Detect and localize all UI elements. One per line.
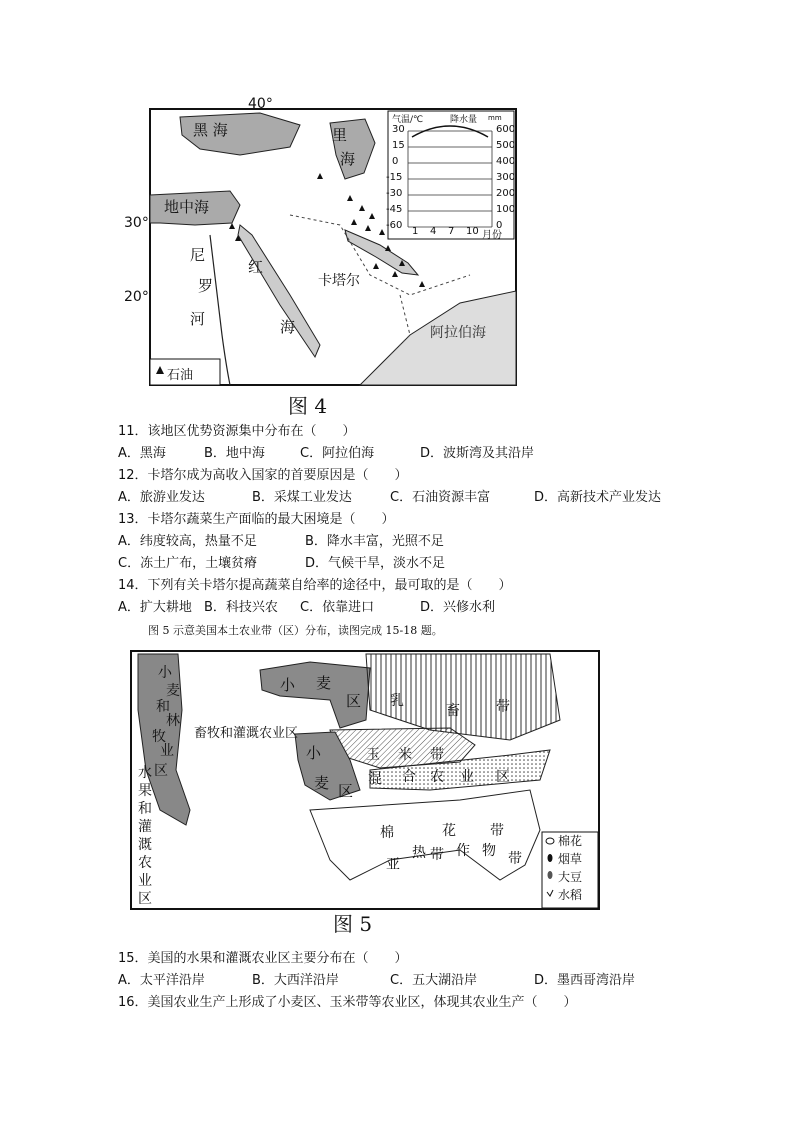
answer-option: B．采煤工业发达 xyxy=(252,490,352,505)
pacific_veg-label: 小 xyxy=(158,665,172,681)
fruit-label: 业 xyxy=(138,873,152,889)
precip-tick: 0 xyxy=(496,220,503,231)
answer-option: A．旅游业发达 xyxy=(118,490,205,505)
answer-option: C．依靠进口 xyxy=(300,600,375,615)
wheat_south-label: 小 xyxy=(306,744,322,762)
fruit-label: 水 xyxy=(138,765,152,781)
black-sea-label: 黑 海 xyxy=(193,121,228,139)
red-sea-label-2: 海 xyxy=(280,318,296,336)
nile-label-2: 罗 xyxy=(198,277,214,295)
answer-option: D．兴修水利 xyxy=(420,600,496,615)
temp-tick: 0 xyxy=(392,156,399,167)
precip-tick: 300 xyxy=(496,172,516,183)
figure-4-caption: 图 4 xyxy=(288,394,328,418)
dairy-label: 畜 xyxy=(446,703,460,719)
dairy-label: 带 xyxy=(496,699,510,715)
answer-option: D．波斯湾及其沿岸 xyxy=(420,446,535,461)
wheat_north-label: 麦 xyxy=(316,674,332,692)
soybean-legend-icon xyxy=(548,871,553,879)
red-sea-label-1: 红 xyxy=(248,258,264,276)
question-stem: 12．卡塔尔成为高收入国家的首要原因是（ ） xyxy=(118,468,408,483)
dairy-label: 乳 xyxy=(390,693,404,709)
answer-option: C．五大湖沿岸 xyxy=(390,973,478,988)
corn-label: 带 xyxy=(430,747,444,763)
temp-tick: 30 xyxy=(392,124,405,135)
mediterranean-label: 地中海 xyxy=(164,198,210,216)
caspian-label-2: 海 xyxy=(340,150,356,168)
temp-tick: -30 xyxy=(386,188,403,199)
corn-label: 玉 xyxy=(366,747,380,763)
month-tick: 7 xyxy=(448,226,455,237)
answer-option: C．石油资源丰富 xyxy=(390,490,491,505)
figure-5-map xyxy=(130,650,600,912)
subtropic-label: 作 xyxy=(456,843,470,859)
pacific_veg-label: 业 xyxy=(160,743,174,759)
answer-option: D．墨西哥湾沿岸 xyxy=(534,973,636,988)
fruit-label: 灌 xyxy=(138,819,152,835)
precip-tick: 500 xyxy=(496,140,516,151)
corn-label: 米 xyxy=(398,747,412,763)
figure-5-caption: 图 5 xyxy=(333,912,373,936)
fruit-label: 和 xyxy=(138,801,152,817)
precip-tick: 200 xyxy=(496,188,516,199)
tobacco-legend-icon xyxy=(548,854,553,862)
cotton-label: 花 xyxy=(442,823,456,839)
fruit-label: 溉 xyxy=(138,837,152,853)
fruit-label: 农 xyxy=(138,855,152,871)
wheat_north-label: 小 xyxy=(280,676,296,694)
pacific_veg-label: 区 xyxy=(154,763,168,779)
month-tick: 10 xyxy=(466,226,479,237)
temp-tick: -45 xyxy=(386,204,403,215)
subtropic-label: 带 xyxy=(430,847,444,863)
answer-option: C．阿拉伯海 xyxy=(300,446,375,461)
answer-option: B．降水丰富，光照不足 xyxy=(305,534,444,549)
precip-axis-label: 降水量 xyxy=(450,115,478,125)
cotton-label: 带 xyxy=(490,823,504,839)
temp-axis-label: 气温/℃ xyxy=(392,115,424,125)
temp-tick: 15 xyxy=(392,140,405,151)
precip-tick: 100 xyxy=(496,204,516,215)
subtropic-label: 亚 xyxy=(386,857,400,873)
lat-40-label: 40° xyxy=(248,96,273,112)
question-stem: 13．卡塔尔蔬菜生产面临的最大困境是（ ） xyxy=(118,512,395,527)
precip-tick: 600 xyxy=(496,124,516,135)
lat-20-label: 20° xyxy=(124,289,149,305)
mixed-label: 区 xyxy=(496,769,510,785)
precip-unit-label: mm xyxy=(488,114,502,122)
ranch-label: 畜牧和灌溉农业区 xyxy=(194,726,299,741)
answer-option: A．扩大耕地 xyxy=(118,600,192,615)
answer-option: B．科技兴农 xyxy=(204,600,278,615)
pacific_veg-label: 麦 xyxy=(166,683,180,699)
answer-option: A．黑海 xyxy=(118,446,166,461)
mixed-label: 农 xyxy=(430,769,444,785)
pacific_veg-label: 和 xyxy=(156,699,170,715)
cotton-label: 棉 xyxy=(380,825,394,841)
fruit-label: 果 xyxy=(138,783,152,799)
month-tick: 4 xyxy=(430,226,437,237)
wheat_south-label: 区 xyxy=(338,782,354,800)
figure-5-legend-item: 烟草 xyxy=(558,852,583,866)
answer-option: D．气候干旱，淡水不足 xyxy=(305,556,446,571)
month-tick: 1 xyxy=(412,226,419,237)
mixed-label: 合 xyxy=(402,769,416,785)
pacific_veg-label: 林 xyxy=(166,713,180,729)
mixed-label: 混 xyxy=(368,771,382,787)
answer-option: B．大西洋沿岸 xyxy=(252,973,339,988)
qatar-label: 卡塔尔 xyxy=(318,273,360,289)
question-stem: 11．该地区优势资源集中分布在（ ） xyxy=(118,424,356,439)
arabian-sea-label: 阿拉伯海 xyxy=(430,325,486,341)
answer-option: B．地中海 xyxy=(204,446,265,461)
subtropic-label: 物 xyxy=(482,843,496,859)
caspian-label-1: 里 xyxy=(332,126,348,144)
question-stem: 14．下列有关卡塔尔提高蔬菜自给率的途径中，最可取的是（ ） xyxy=(118,578,512,593)
figure-5-legend-item: 水稻 xyxy=(558,888,583,902)
answer-option: A．纬度较高，热量不足 xyxy=(118,534,257,549)
answer-option: D．高新技术产业发达 xyxy=(534,490,662,505)
month-unit-label: 月份 xyxy=(482,230,502,241)
temp-tick: -15 xyxy=(386,172,403,183)
wheat_south-label: 麦 xyxy=(314,774,330,792)
nile-label-3: 河 xyxy=(190,310,206,328)
answer-option: A．太平洋沿岸 xyxy=(118,973,205,988)
question-stem: 15．美国的水果和灌溉农业区主要分布在（ ） xyxy=(118,951,408,966)
answer-option: C．冻土广布，土壤贫瘠 xyxy=(118,556,258,571)
figure-5-legend-item: 大豆 xyxy=(558,870,583,884)
figure-5-legend-item: 棉花 xyxy=(558,834,583,848)
wheat_north-label: 区 xyxy=(346,692,362,710)
subtropic-label: 带 xyxy=(508,851,522,867)
subtropic-label: 热 xyxy=(412,845,426,861)
mixed-label: 业 xyxy=(460,769,474,785)
precip-tick: 400 xyxy=(496,156,516,167)
question-stem: 16．美国农业生产上形成了小麦区、玉米带等农业区，体现其农业生产（ ） xyxy=(118,995,577,1010)
pacific_veg-label: 牧 xyxy=(152,729,166,745)
temp-tick: -60 xyxy=(386,220,403,231)
fruit-label: 区 xyxy=(138,891,152,907)
oil-legend-label: 石油 xyxy=(167,368,194,383)
lat-30-label: 30° xyxy=(124,215,149,231)
nile-label-1: 尼 xyxy=(190,246,206,264)
figure-5-intro: 图 5 示意美国本土农业带（区）分布，读图完成 15-18 题。 xyxy=(148,624,443,637)
